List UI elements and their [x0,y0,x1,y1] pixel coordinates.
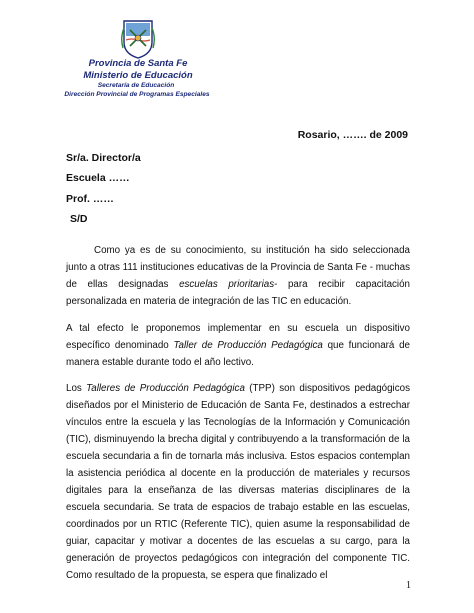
provincial-seal-icon [120,18,156,60]
paragraph-text: Los [66,383,87,394]
paragraph-text: A tal efecto le proponemos implementar en su escuela un dispositivo específico denominado [66,323,410,351]
letterhead-directorate: Dirección Provincial de Programas Especiales [64,91,210,98]
paragraph-tpp-description [66,380,410,584]
paragraph-emphasis: Taller de Producción Pedagógica [173,340,323,351]
paragraph-text: Como ya es de su conocimiento, su institución ha sido seleccionada junto a otras 111 instituciones educativas de la Provincia de Santa Fe - muchas de ellas designadas [66,245,410,290]
paragraph-emphasis: escuelas prioritarias [179,279,275,290]
addressee-director: Sr/a. Director/a [66,152,141,164]
addressee-school: Escuela …… [66,172,130,184]
page-number: 1 [406,580,411,591]
letterhead-secretariat: Secretaría de Educación [97,82,175,89]
paragraph-text: que funcionará de manera estable durante todo el año lectivo. [66,340,410,368]
letter-date: Rosario, ……. de 2009 [297,129,408,141]
addressee-professor: Prof. …… [66,193,114,205]
paragraph-text: - para recibir capacitación personalizada en materia de integración de las TIC en educación. [66,279,410,307]
paragraph-text: (TPP) son dispositivos pedagógicos diseñados por el Ministerio de Educación de Santa Fe, destinados a estrechar vínculos entre la escuela y las Tecnologías de la Información y Comunicación (TIC), disminuyendo la brecha digital y contribuyendo a la transformación de la escuela secundaria a fin de tornarla más inclusiva. Estos espacios contemplan la asistencia periódica al docente en la producción de materiales y recursos digitales para la enseñanza de las diversas materias disciplinares de la escuela secundaria. Se trata de espacios de trabajo estable en las escuelas, coordinados por un RTIC (Referente TIC), quien asume la responsabilidad de guiar, capacitar y motivar a docentes de las escuelas a su cargo, para la generación de proyectos pedagógicos con integración del componente TIC. Como resultado de la propuesta, se espera que finalizado el [66,383,410,581]
addressee-sd: S/D [70,213,88,225]
letterhead-ministry: Ministerio de Educación [83,70,193,81]
paragraph-emphasis: Talleres de Producción Pedagógica [86,383,245,394]
paragraph-selection [66,242,410,310]
paragraph-proposal [66,320,410,371]
letterhead-province: Provincia de Santa Fe [88,58,188,69]
